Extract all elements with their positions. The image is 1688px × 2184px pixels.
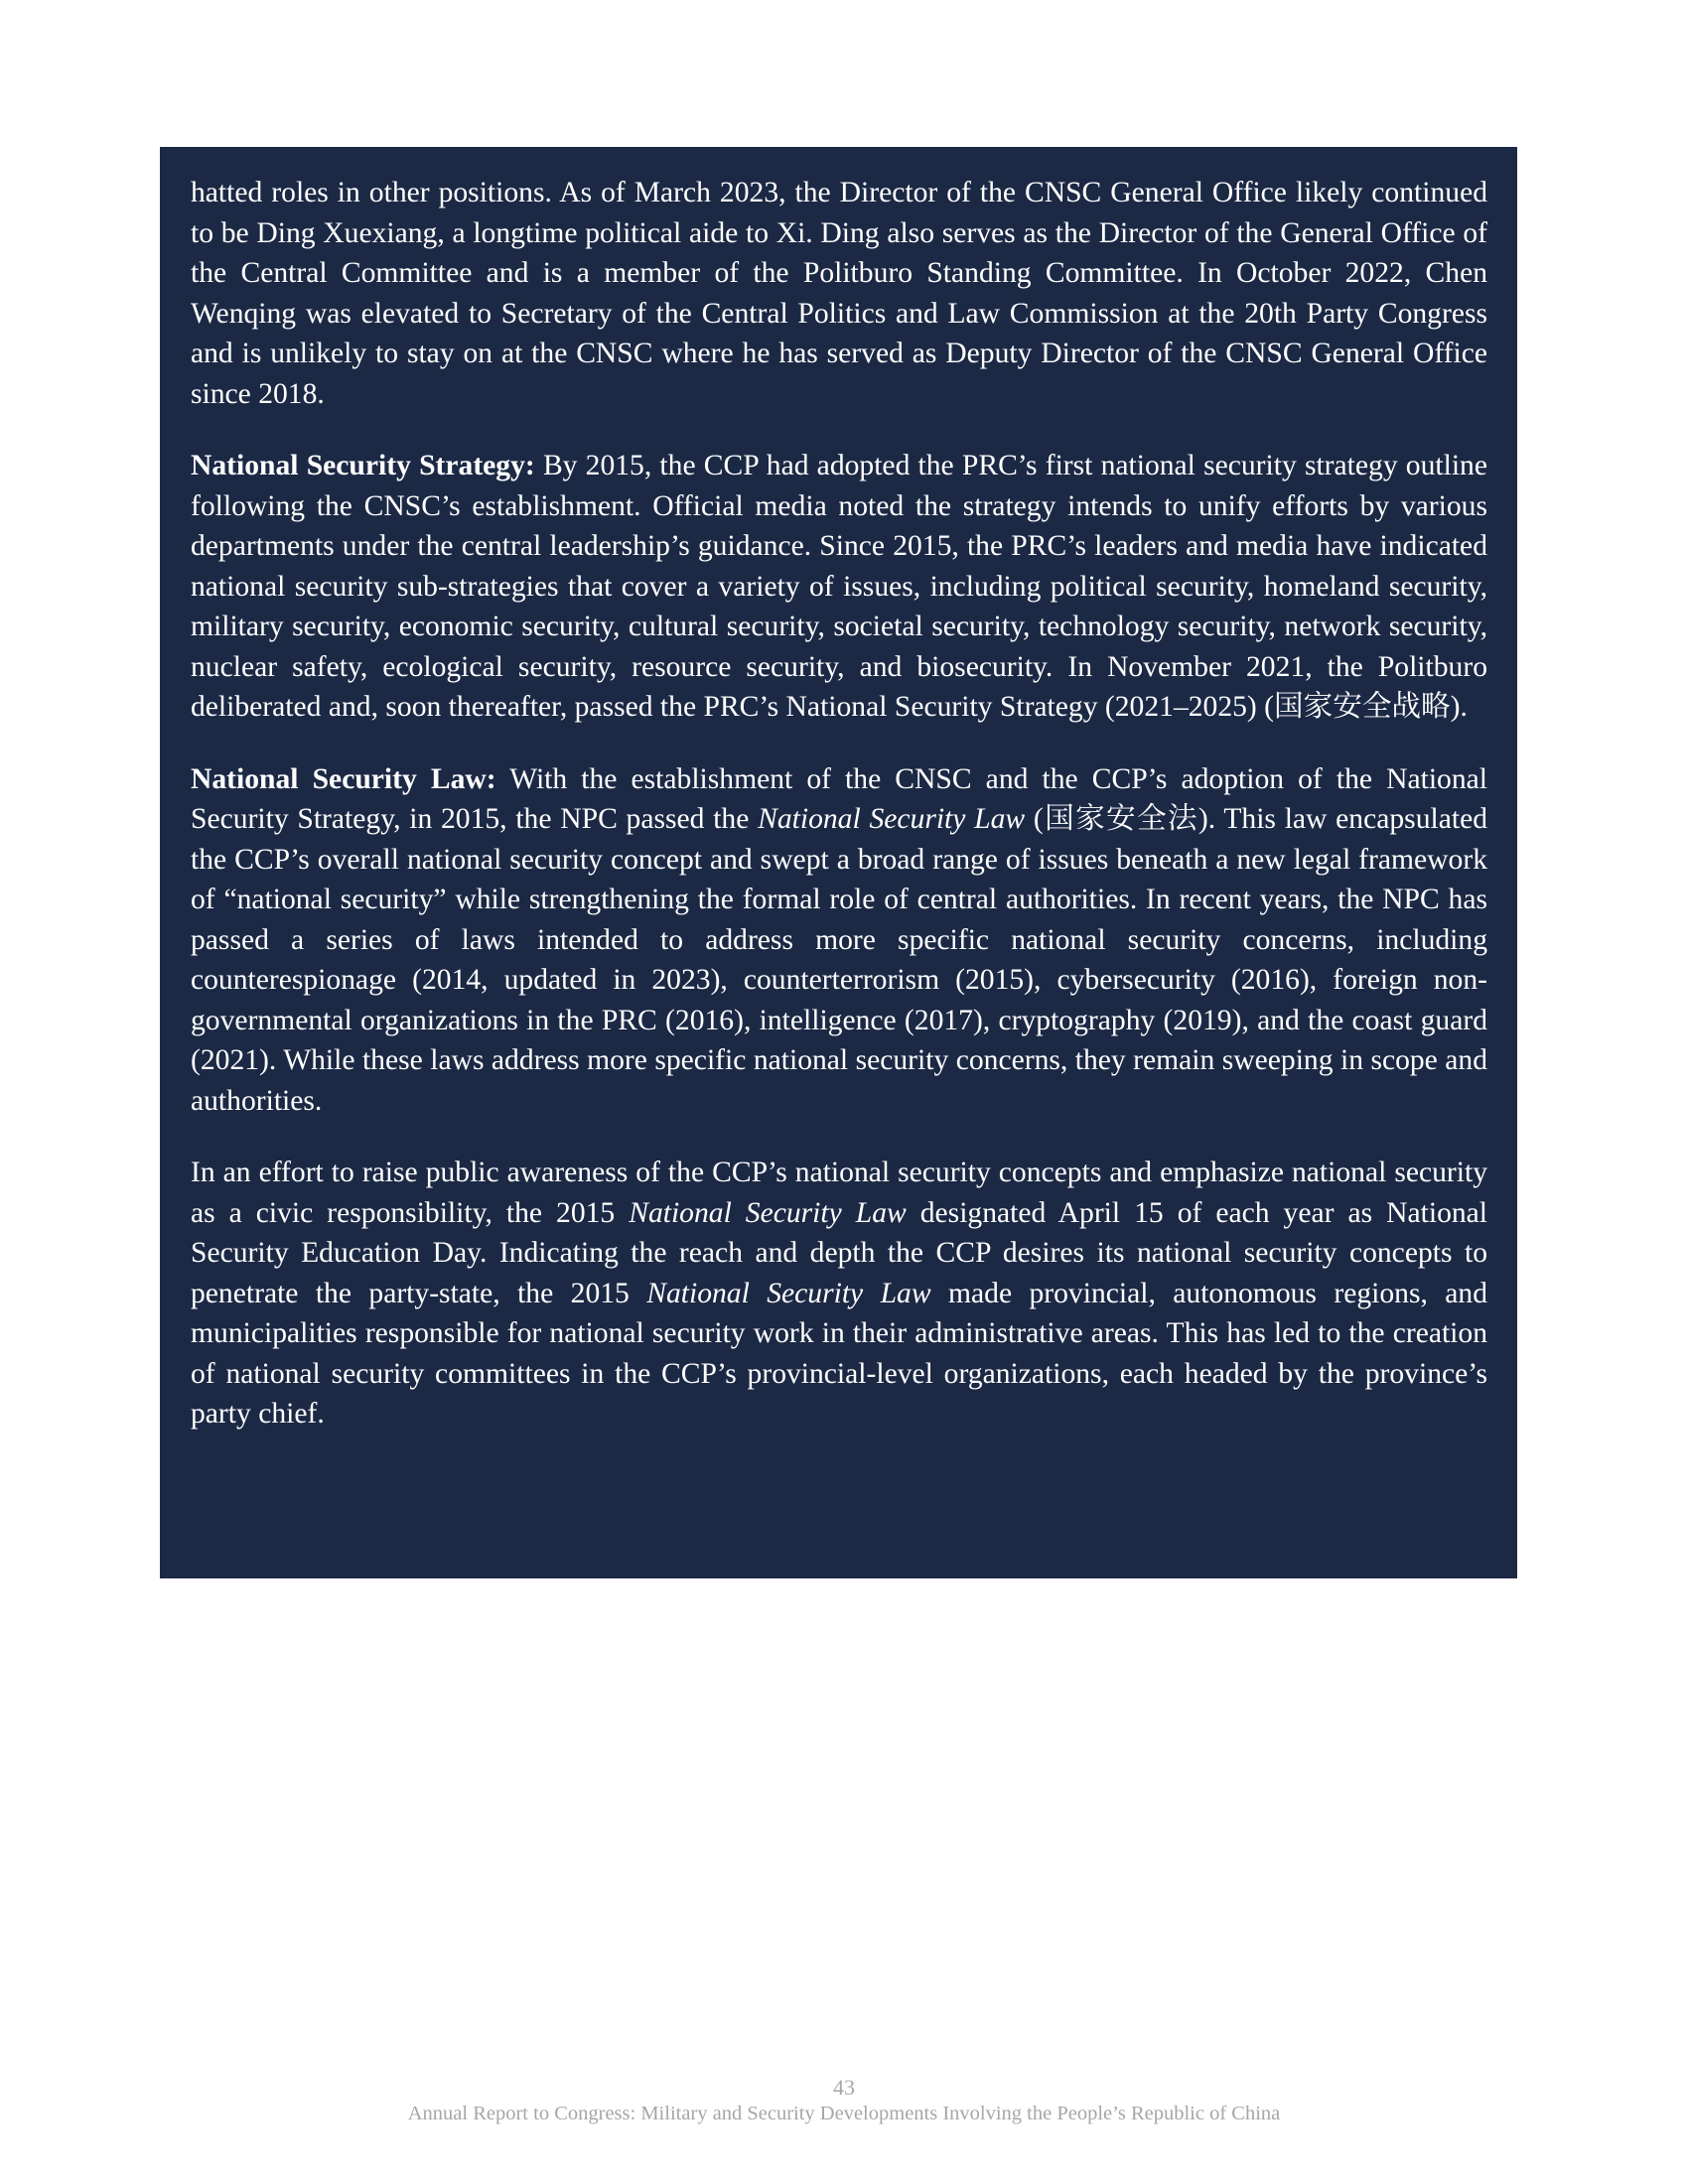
paragraph-national-security-law	[191, 759, 1487, 1122]
paragraph-national-security-education-day	[191, 1153, 1487, 1434]
paragraph-heading: National Security Law:	[191, 762, 496, 795]
paragraph-text: (国家安全法). This law encapsulated the CCP’s overall national security concept and swept a broad range of issues beneath a new legal framework of “national security” while strengthening the formal role of central authorities. In recent years, the NPC has passed a series of laws intended to address more specific national security concerns, including counterespionage (2014, updated in 2023), counterterrorism (2015), cybersecurity (2016), foreign non-governmental organizations in the PRC (2016), intelligence (2017), cryptography (2019), and the coast guard (2021). While these laws address more specific national security concerns, they remain sweeping in scope and authorities.	[191, 803, 1487, 1117]
paragraph-text: hatted roles in other positions. As of March 2023, the Director of the CNSC General Office likely continued to be Ding Xuexiang, a longtime political aide to Xi. Ding also serves as the Director of the General Office of the Central Committee and is a member of the Politburo Standing Committee. In October 2022, Chen Wenqing was elevated to Secretary of the Central Politics and Law Commission at the 20th Party Congress and is unlikely to stay on at the CNSC where he has served as Deputy Director of the CNSC General Office since 2018.	[191, 177, 1487, 410]
paragraph-text: made provincial, autonomous regions, and municipalities responsible for national security work in their administrative areas. This has led to the creation of national security committees in the CCP’s provincial-level organizations, each headed by the province’s party chief.	[191, 1277, 1487, 1430]
paragraph-text: In an effort to raise public awareness of the CCP’s national security concepts and emphasize national security as a civic responsibility, the 2015	[191, 1157, 1487, 1229]
law-title: National Security Law	[646, 1277, 931, 1309]
paragraph-text: designated April 15 of each year as National Security Education Day. Indicating the reach and depth the CCP desires its national security concepts to penetrate the party-state, the 2015	[191, 1196, 1488, 1309]
page-number: 43	[833, 2075, 855, 2100]
footer-report-title: Annual Report to Congress: Military and Security Developments Involving the People’s Republic of China	[407, 2103, 1281, 2124]
paragraph-national-security-strategy	[191, 446, 1487, 728]
paragraph-cnsc-general-office	[191, 173, 1487, 414]
law-title: National Security Law	[758, 803, 1026, 835]
sidebar-text-box	[160, 147, 1517, 1578]
paragraph-heading: National Security Strategy:	[191, 450, 535, 481]
paragraph-text: With the establishment of the CNSC and the CCP’s adoption of the National Security Strategy, in 2015, the NPC passed the	[191, 762, 1488, 835]
paragraph-text: By 2015, the CCP had adopted the PRC’s first national security strategy outline following the CNSC’s establishment. Official media noted the strategy intends to unify efforts by various departments under the central leadership’s guidance. Since 2015, the PRC’s leaders and media have indicated national security sub-strategies that cover a variety of issues, including political security, homeland security, military security, economic security, cultural security, societal security, technology security, network security, nuclear safety, ecological security, resource security, and biosecurity. In November 2021, the Politburo deliberated and, soon thereafter, passed the PRC’s National Security Strategy (2021–2025) (国家安全战略).	[191, 450, 1487, 723]
law-title: National Security Law	[629, 1196, 907, 1229]
